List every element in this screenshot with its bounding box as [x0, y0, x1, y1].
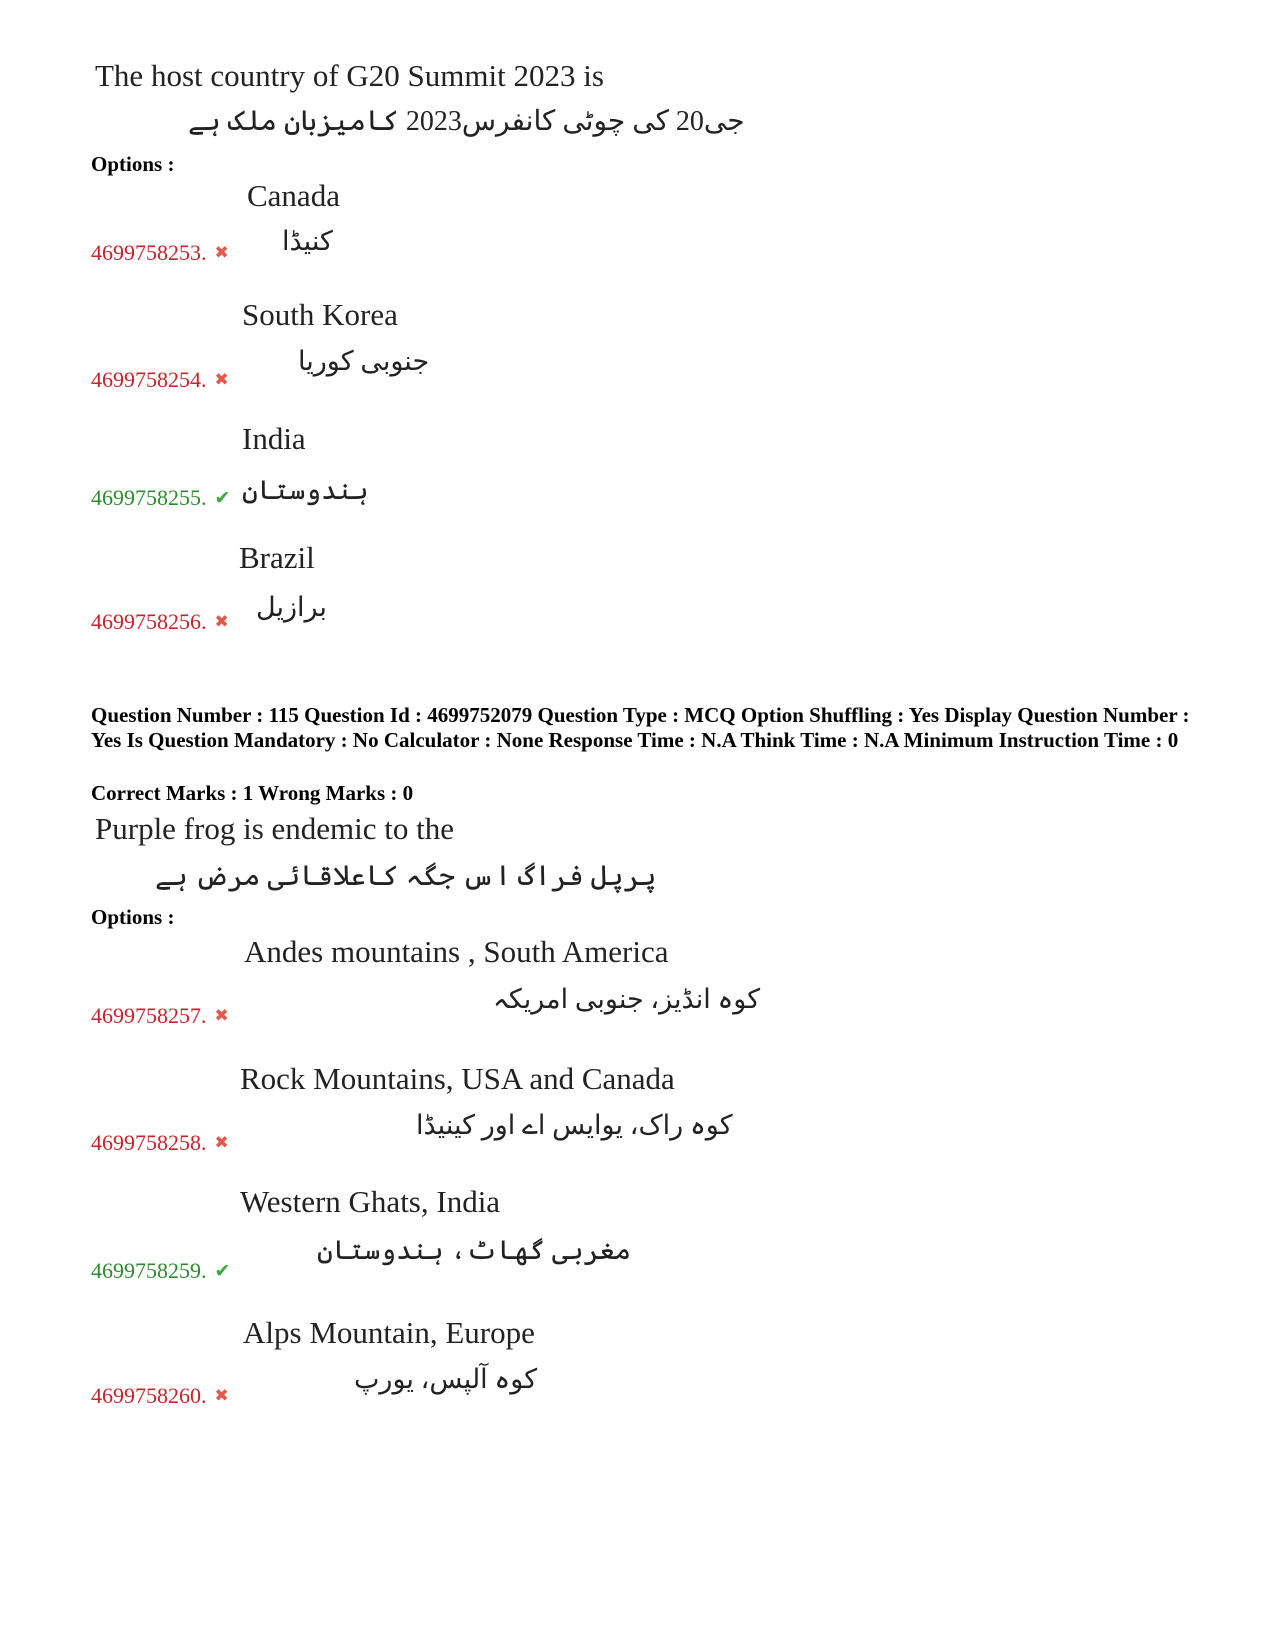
option-id-number: 4699758257. [91, 1003, 207, 1028]
check-icon: ✔ [214, 487, 231, 509]
option-id-number: 4699758260. [91, 1383, 207, 1408]
option-text-en: India [242, 421, 306, 456]
question-marks: Correct Marks : 1 Wrong Marks : 0 [91, 781, 414, 805]
question-2-text-ur: پرپل فراگ اس جگہ کاعلاقائی مرض ہے [155, 861, 657, 892]
check-icon: ✔ [214, 1260, 231, 1282]
option-text-ur: ہندوستان [242, 475, 369, 505]
option-text-en: Andes mountains , South America [244, 934, 669, 969]
option-text-ur: جنوبی کوریا [298, 346, 430, 376]
option-text-en: Canada [247, 178, 340, 213]
option-text-ur: برازیل [256, 592, 327, 622]
cross-icon: ✖ [214, 1386, 229, 1406]
cross-icon: ✖ [214, 370, 229, 390]
option-text-ur: کنیڈا [282, 226, 333, 256]
cross-icon: ✖ [214, 1006, 229, 1026]
option-id-number: 4699758258. [91, 1130, 207, 1155]
cross-icon: ✖ [214, 612, 229, 632]
question-1-text-ur: جی20 کی چوٹی کانفرس2023 کامیزبان ملک ہے [188, 106, 745, 137]
option-id [91, 1003, 229, 1029]
option-text-en: Western Ghats, India [240, 1184, 501, 1219]
question-1-text-en: The host country of G20 Summit 2023 is [95, 58, 604, 93]
option-text-ur: مغربی گھاٹ، ہندوستان [317, 1235, 632, 1265]
question-2-text-en: Purple frog is endemic to the [95, 811, 454, 846]
option-text-en: South Korea [242, 297, 398, 332]
cross-icon: ✖ [214, 243, 229, 263]
option-text-en: Brazil [239, 540, 315, 575]
option-text-ur: کوہ آلپس، یورپ [354, 1364, 538, 1394]
cross-icon: ✖ [214, 1133, 229, 1153]
options-label: Options : [91, 905, 175, 929]
option-text-en: Alps Mountain, Europe [243, 1315, 535, 1350]
option-text-ur: کوہ انڈیز، جنوبی امریکہ [493, 984, 761, 1014]
option-id [91, 609, 229, 635]
option-id [91, 1130, 229, 1156]
options-label: Options : [91, 152, 175, 176]
option-id [91, 367, 229, 393]
option-text-en: Rock Mountains, USA and Canada [240, 1061, 675, 1096]
option-id [91, 1258, 230, 1284]
option-id-number: 4699758256. [91, 609, 207, 634]
option-id [91, 1383, 229, 1409]
option-id-number: 4699758259. [91, 1258, 207, 1283]
option-id-number: 4699758254. [91, 367, 207, 392]
option-id [91, 240, 229, 266]
option-id-number: 4699758255. [91, 485, 207, 510]
question-meta: Question Number : 115 Question Id : 4699752079 Question Type : MCQ Option Shuffling : Yes Display Question Number : Yes Is Question Mandatory : No Calculator : None Response Time : N.A Think Time : N.A Minimum Instruction Time : 0 [91, 703, 1190, 752]
option-id-number: 4699758253. [91, 240, 207, 265]
option-id [91, 485, 230, 511]
option-text-ur: کوہ راک، یوایس اے اور کینیڈا [416, 1110, 733, 1140]
